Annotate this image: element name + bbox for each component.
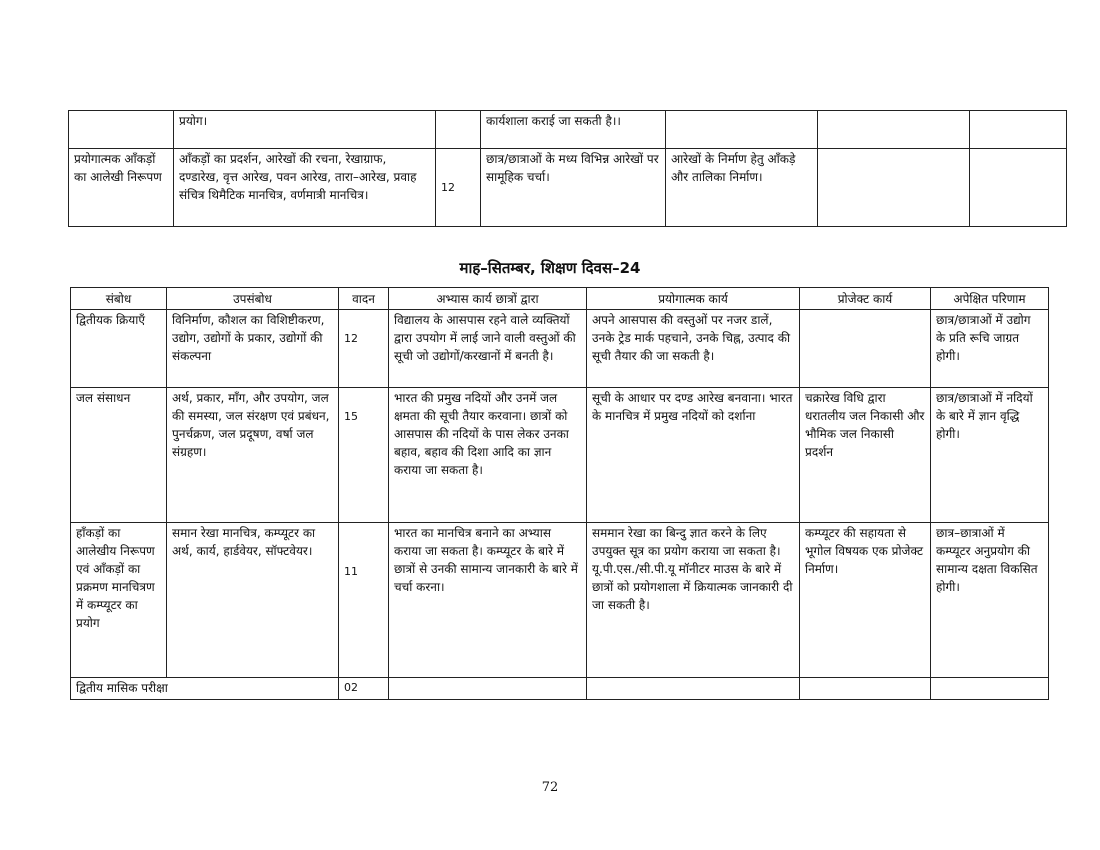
periods-cell: 11 bbox=[339, 523, 389, 678]
project-cell bbox=[818, 111, 970, 149]
header-subtopic: उपसंबोध bbox=[167, 288, 339, 310]
header-periods: वादन bbox=[339, 288, 389, 310]
practical-cell: आरेखों के निर्माण हेतु आँकड़े और तालिका निर्माण। bbox=[666, 149, 818, 227]
outcome-cell: छात्र/छात्राओं में उद्योग के प्रति रूचि जाग्रत होगी। bbox=[931, 310, 1049, 388]
periods-cell: 12 bbox=[436, 149, 481, 227]
header-topic: संबोध bbox=[71, 288, 167, 310]
topic-cell bbox=[69, 111, 174, 149]
project-cell: चक्रारेख विधि द्वारा धरातलीय जल निकासी और भौमिक जल निकासी प्रदर्शन bbox=[800, 388, 931, 523]
periods-cell: 15 bbox=[339, 388, 389, 523]
outcome-cell bbox=[931, 678, 1049, 700]
topic-cell: जल संसाधन bbox=[71, 388, 167, 523]
practice-cell: छात्र/छात्राओं के मध्य विभिन्न आरेखों पर सामूहिक चर्चा। bbox=[481, 149, 666, 227]
subtopic-cell: समान रेखा मानचित्र, कम्प्यूटर का अर्थ, कार्य, हार्डवेयर, सॉफ्टवेयर। bbox=[167, 523, 339, 678]
header-practice: अभ्यास कार्य छात्रों द्वारा bbox=[389, 288, 587, 310]
subtopic-cell: प्रयोग। bbox=[174, 111, 436, 149]
topic-cell: द्वितीयक क्रियाएँ bbox=[71, 310, 167, 388]
practical-cell: सममान रेखा का बिन्दु ज्ञात करने के लिए उपयुक्त सूत्र का प्रयोग कराया जा सकता है। यू.पी.एस./सी.पी.यू मॉनीटर माउस के बारे में छात्रों को प्रयोगशाला में क्रियात्मक जानकारी दी जा सकती है। bbox=[587, 523, 800, 678]
practical-cell bbox=[587, 678, 800, 700]
subtopic-cell: अर्थ, प्रकार, माँग, और उपयोग, जल की समस्या, जल संरक्षण एवं प्रबंधन, पुनर्चक्रण, जल प्रदूषण, वर्षा जल संग्रहण। bbox=[167, 388, 339, 523]
exam-periods: 02 bbox=[339, 678, 389, 700]
subtopic-cell: आँकड़ों का प्रदर्शन, आरेखों की रचना, रेखाग्राफ, दण्डारेख, वृत्त आरेख, पवन आरेख, तारा–आरेख, प्रवाह संचित्र थिमैटिक मानचित्र, वर्णमात्री मानचित्र। bbox=[174, 149, 436, 227]
periods-cell: 12 bbox=[339, 310, 389, 388]
table-header-row bbox=[71, 288, 1049, 310]
practice-cell: कार्यशाला कराई जा सकती है।। bbox=[481, 111, 666, 149]
outcome-cell bbox=[970, 149, 1067, 227]
practical-cell bbox=[666, 111, 818, 149]
outcome-cell: छात्र/छात्राओं में नदियों के बारे में ज्ञान वृद्धि होगी। bbox=[931, 388, 1049, 523]
outcome-cell bbox=[970, 111, 1067, 149]
september-plan-table bbox=[70, 287, 1049, 700]
periods-cell bbox=[436, 111, 481, 149]
header-practical: प्रयोगात्मक कार्य bbox=[587, 288, 800, 310]
table-row bbox=[71, 388, 1049, 523]
page-number: 72 bbox=[541, 780, 559, 795]
topic-cell: प्रयोगात्मक आँकड़ों का आलेखी निरूपण bbox=[69, 149, 174, 227]
table-row bbox=[71, 523, 1049, 678]
project-cell bbox=[800, 678, 931, 700]
practical-cell: अपने आसपास की वस्तुओं पर नजर डालें, उनके ट्रेड मार्क पहचाने, उनके चिह्न, उत्पाद की सूची तैयार की जा सकती है। bbox=[587, 310, 800, 388]
practice-cell: विद्यालय के आसपास रहने वाले व्यक्तियों द्वारा उपयोग में लाई जाने वाली वस्तुओं की सूची जो उद्योगों/करखानों में बनती है। bbox=[389, 310, 587, 388]
project-cell bbox=[818, 149, 970, 227]
practice-cell: भारत की प्रमुख नदियों और उनमें जल क्षमता की सूची तैयार करवाना। छात्रों को आसपास की नदियों के पास लेकर उनका बहाव, बहाव की दिशा आदि का ज्ञान कराया जा सकता है। bbox=[389, 388, 587, 523]
previous-month-table bbox=[68, 110, 1067, 227]
month-heading: माह–सितम्बर, शिक्षण दिवस–24 bbox=[459, 259, 641, 277]
practice-cell bbox=[389, 678, 587, 700]
table-row bbox=[69, 111, 1067, 149]
topic-cell: हाँकड़ों का आलेखीय निरूपण एवं आँकड़ों का प्रक्रमण मानचित्रण में कम्प्यूटर का प्रयोग bbox=[71, 523, 167, 678]
table-row bbox=[71, 310, 1049, 388]
outcome-cell: छात्र–छात्राओं में कम्प्यूटर अनुप्रयोग की सामान्य दक्षता विकसित होगी। bbox=[931, 523, 1049, 678]
table-row bbox=[69, 149, 1067, 227]
header-project: प्रोजेक्ट कार्य bbox=[800, 288, 931, 310]
practical-cell: सूची के आधार पर दण्ड आरेख बनवाना। भारत के मानचित्र में प्रमुख नदियों को दर्शाना bbox=[587, 388, 800, 523]
project-cell bbox=[800, 310, 931, 388]
exam-row bbox=[71, 678, 1049, 700]
subtopic-cell: विनिर्माण, कौशल का विशिष्टीकरण, उद्योग, उद्योगों के प्रकार, उद्योगों की संकल्पना bbox=[167, 310, 339, 388]
header-outcome: अपेक्षित परिणाम bbox=[931, 288, 1049, 310]
project-cell: कम्प्यूटर की सहायता से भूगोल विषयक एक प्रोजेक्ट निर्माण। bbox=[800, 523, 931, 678]
practice-cell: भारत का मानचित्र बनाने का अभ्यास कराया जा सकता है। कम्प्यूटर के बारे में छात्रों से उनकी सामान्य जानकारी के बारे में चर्चा करना। bbox=[389, 523, 587, 678]
exam-label: द्वितीय मासिक परीक्षा bbox=[71, 678, 339, 700]
